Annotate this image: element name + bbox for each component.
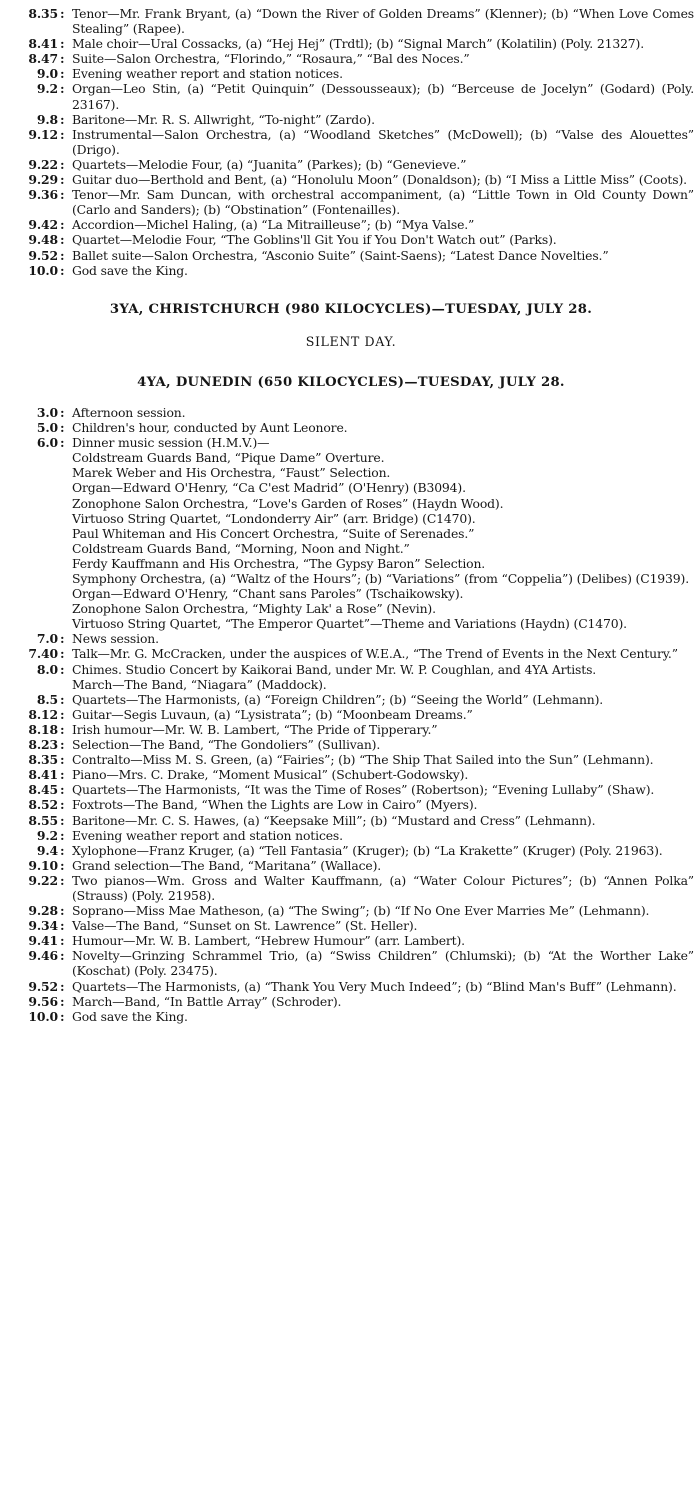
entry-description: Humour—Mr. W. B. Lambert, “Hebrew Humour” (arr. Lambert). [72, 933, 465, 949]
time-separator: : [60, 111, 65, 127]
entry-description: Quartet—Melodie Four, “The Goblins'll Git You if You Don't Watch out” (Parks). [72, 232, 557, 248]
time-separator: : [60, 827, 65, 843]
programme-entry [6, 157, 696, 172]
programme-entry [6, 435, 696, 450]
entry-time-col [6, 51, 72, 66]
entry-description: Afternoon session. [72, 404, 186, 420]
programme-sub-item: Zonophone Salon Orchestra, “Love's Garden of Roses” (Haydn Wood). [72, 495, 504, 511]
entry-description: God save the King. [72, 262, 188, 278]
time-separator: : [60, 903, 65, 919]
entry-time-col [6, 858, 72, 873]
time-separator: : [60, 6, 65, 21]
entry-time: 9.8 [36, 111, 58, 127]
entry-description: Suite—Salon Orchestra, “Florindo,” “Rosaura,” “Bal des Noces.” [72, 51, 470, 67]
entry-time-col [6, 127, 72, 142]
programme-sub-item: Organ—Edward O'Henry, “Chant sans Paroles” (Tschaikowsky). [72, 586, 464, 602]
entry-time: 8.23 [28, 737, 58, 753]
entry-time: 8.45 [28, 782, 58, 798]
time-separator: : [60, 156, 65, 172]
entry-time: 9.42 [28, 217, 58, 233]
entry-time: 8.5 [36, 691, 58, 707]
entry-description: Novelty—Grinzing Schrammel Trio, (a) “Swiss Children” (Chlumski); (b) “At the Worther Lake” (Koschat) (Poly. 23475). [72, 948, 694, 979]
entry-time-col [6, 979, 72, 994]
programme-entry [6, 631, 696, 646]
time-separator: : [60, 262, 65, 278]
silent-day-note: SILENT DAY. [305, 333, 397, 349]
time-separator: : [60, 404, 65, 420]
entry-description: Grand selection—The Band, “Maritana” (Wallace). [72, 857, 382, 873]
entry-time: 8.55 [28, 812, 58, 828]
entry-time-col [6, 843, 72, 858]
time-separator: : [60, 872, 65, 888]
entry-time-col [6, 172, 72, 187]
entry-time: 6.0 [36, 435, 58, 451]
time-separator: : [60, 247, 65, 263]
entry-description: Piano—Mrs. C. Drake, “Moment Musical” (Schubert-Godowsky). [72, 767, 469, 783]
programme-entry [6, 81, 696, 111]
entry-description: Xylophone—Franz Kruger, (a) “Tell Fantasia” (Kruger); (b) “La Krakette” (Kruger) (Poly. 21963). [72, 842, 663, 858]
entry-time-col [6, 187, 72, 202]
entry-time-col [6, 232, 72, 247]
entry-description: Organ—Leo Stin, (a) “Petit Quinquin” (Dessousseaux); (b) “Berceuse de Jocelyn” (Godard) (Poly. 23167). [72, 81, 694, 112]
time-separator: : [60, 752, 65, 768]
entry-time-col [6, 933, 72, 948]
entry-time: 9.2 [36, 827, 58, 843]
time-separator: : [60, 721, 65, 737]
entry-description: God save the King. [72, 1008, 188, 1024]
programme-entry [6, 51, 696, 66]
entry-time-col [6, 918, 72, 933]
entry-description: Children's hour, conducted by Aunt Leonore. [72, 420, 348, 436]
entry-time: 3.0 [36, 404, 58, 420]
entry-time-col [6, 707, 72, 722]
entry-time-col [6, 405, 72, 420]
programme-entry [6, 112, 696, 127]
entry-time-col [6, 828, 72, 843]
programme-entry [6, 933, 696, 948]
programme-sub-item: Virtuoso String Quartet, “Londonderry Air” (arr. Bridge) (C1470). [72, 510, 476, 526]
programme-entry [6, 707, 696, 722]
time-separator: : [60, 691, 65, 707]
entry-description: Contralto—Miss M. S. Green, (a) “Fairies”; (b) “The Ship That Sailed into the Sun” (Lehmann). [72, 752, 654, 768]
entry-time-col [6, 66, 72, 81]
programme-entry [6, 918, 696, 933]
entry-description: Evening weather report and station notices. [72, 827, 343, 843]
programme-entry [6, 722, 696, 737]
programme-entry [6, 405, 696, 420]
entry-time-col [6, 248, 72, 263]
entry-time: 8.52 [28, 797, 58, 813]
programme-entry [6, 232, 696, 247]
entry-time-col [6, 767, 72, 782]
time-separator: : [60, 706, 65, 722]
entry-time-col [6, 646, 72, 661]
entry-description: News session. [72, 631, 159, 647]
entry-time-col [6, 81, 72, 96]
programme-sub-item: Ferdy Kauffmann and His Orchestra, “The Gypsy Baron” Selection. [72, 555, 486, 571]
time-separator: : [60, 66, 65, 82]
entry-time-col [6, 737, 72, 752]
station-2ya-programme [6, 6, 696, 278]
entry-time: 9.28 [28, 903, 58, 919]
entry-time-col [6, 903, 72, 918]
entry-time: 9.29 [28, 172, 58, 188]
entry-description: Ballet suite—Salon Orchestra, “Asconio Suite” (Saint-Saens); “Latest Dance Novelties.” [72, 247, 609, 263]
programme-sub-item: Paul Whiteman and His Concert Orchestra, “Suite of Serenades.” [72, 525, 475, 541]
entry-time: 8.41 [28, 36, 58, 52]
time-separator: : [60, 435, 65, 451]
programme-entry [6, 187, 696, 217]
programme-entry [6, 420, 696, 435]
programme-sub-item: March—The Band, “Niagara” (Maddock). [72, 676, 327, 692]
entry-time-col [6, 112, 72, 127]
entry-time-col [6, 752, 72, 767]
time-separator: : [60, 797, 65, 813]
entry-time: 7.0 [36, 631, 58, 647]
programme-entry [6, 6, 696, 36]
entry-time: 8.35 [28, 6, 58, 21]
entry-time-col [6, 157, 72, 172]
time-separator: : [60, 993, 65, 1009]
entry-time: 8.47 [28, 51, 58, 67]
programme-entry [6, 36, 696, 51]
entry-time-col [6, 948, 72, 963]
time-separator: : [60, 948, 65, 964]
entry-time-col [6, 662, 72, 677]
entry-time-col [6, 631, 72, 646]
programme-entry [6, 662, 696, 677]
entry-time: 9.52 [28, 247, 58, 263]
programme-entry [6, 858, 696, 873]
entry-time-col [6, 6, 72, 21]
entry-description: Quartets—The Harmonists, “It was the Time of Roses” (Robertson); “Evening Lullaby” (Shaw). [72, 782, 655, 798]
programme-entry [6, 767, 696, 782]
programme-sub-item: Symphony Orchestra, (a) “Waltz of the Hours”; (b) “Variations” (from “Coppelia”) (Delibes) (C1939). [72, 571, 689, 586]
entry-time-col [6, 36, 72, 51]
entry-time-col [6, 873, 72, 888]
time-separator: : [60, 857, 65, 873]
entry-time-col [6, 263, 72, 278]
entry-description: Two pianos—Wm. Gross and Walter Kauffmann, (a) “Water Colour Pictures”; (b) “Annen Polka” (Strauss) (Poly. 21958). [72, 872, 694, 903]
entry-time: 10.0 [28, 1008, 58, 1024]
programme-entry [6, 752, 696, 767]
programme-entry [6, 66, 696, 81]
entry-time-col [6, 217, 72, 232]
entry-time: 9.4 [36, 842, 58, 858]
entry-description: Valse—The Band, “Sunset on St. Lawrence” (St. Heller). [72, 918, 418, 934]
entry-time: 8.35 [28, 752, 58, 768]
time-separator: : [60, 217, 65, 233]
entry-time: 8.0 [36, 661, 58, 677]
entry-time: 8.12 [28, 706, 58, 722]
entry-time: 9.46 [28, 948, 58, 964]
entry-description: Quartets—Melodie Four, (a) “Juanita” (Parkes); (b) “Genevieve.” [72, 156, 467, 172]
entry-description: Guitar duo—Berthold and Bent, (a) “Honolulu Moon” (Donaldson); (b) “I Miss a Little Miss” (Coots). [72, 172, 687, 188]
entry-time: 9.22 [28, 872, 58, 888]
programme-entry [6, 873, 696, 903]
entry-time: 10.0 [28, 262, 58, 278]
entry-time: 9.56 [28, 993, 58, 1009]
entry-description: Tenor—Mr. Sam Duncan, with orchestral accompaniment, (a) “Little Town in Old County Down” (Carlo and Sanders); (b) “Obstination” (Fontenailles). [72, 187, 694, 218]
entry-time: 9.36 [28, 187, 58, 203]
time-separator: : [60, 1008, 65, 1024]
programme-entry [6, 692, 696, 707]
time-separator: : [60, 842, 65, 858]
time-separator: : [60, 172, 65, 188]
entry-time-col [6, 722, 72, 737]
entry-time-col [6, 435, 72, 450]
programme-entry [6, 948, 696, 978]
entry-time: 9.34 [28, 918, 58, 934]
entry-time: 9.41 [28, 933, 58, 949]
time-separator: : [60, 36, 65, 52]
entry-description: Quartets—The Harmonists, (a) “Thank You Very Much Indeed”; (b) “Blind Man's Buff” (Lehmann). [72, 978, 677, 994]
time-separator: : [60, 232, 65, 248]
entry-time: 7.40 [28, 646, 58, 662]
programme-entry [6, 127, 696, 157]
time-separator: : [60, 767, 65, 783]
entry-description: Foxtrots—The Band, “When the Lights are Low in Cairo” (Myers). [72, 797, 478, 813]
programme-entry [6, 1009, 696, 1024]
entry-time: 9.10 [28, 857, 58, 873]
programme-entry [6, 994, 696, 1009]
programme-entry [6, 737, 696, 752]
entry-description: Accordion—Michel Haling, (a) “La Mitrailleuse”; (b) “Mya Valse.” [72, 217, 475, 233]
programme-entry [6, 248, 696, 263]
entry-description: Soprano—Miss Mae Matheson, (a) “The Swing”; (b) “If No One Ever Marries Me” (Lehmann). [72, 903, 650, 919]
programme-entry [6, 843, 696, 858]
programme-sub-item: Virtuoso String Quartet, “The Emperor Quartet”—Theme and Variations (Haydn) (C1470). [72, 616, 627, 632]
time-separator: : [60, 737, 65, 753]
entry-time-col [6, 994, 72, 1009]
entry-time: 9.2 [36, 81, 58, 97]
entry-time: 9.48 [28, 232, 58, 248]
entry-time-col [6, 782, 72, 797]
entry-time: 5.0 [36, 420, 58, 436]
entry-time-col [6, 813, 72, 828]
programme-sub-item: Coldstream Guards Band, “Morning, Noon and Night.” [72, 540, 410, 556]
time-separator: : [60, 51, 65, 67]
programme-entry [6, 172, 696, 187]
entry-time-col [6, 1009, 72, 1024]
station-4ya-heading: 4YA, DUNEDIN (650 KILOCYCLES)—TUESDAY, JULY 28. [137, 374, 565, 390]
programme-entry [6, 782, 696, 797]
entry-description: Selection—The Band, “The Gondoliers” (Sullivan). [72, 737, 381, 753]
programme-entry [6, 903, 696, 918]
entry-time: 9.22 [28, 156, 58, 172]
programme-entry [6, 217, 696, 232]
entry-description: Tenor—Mr. Frank Bryant, (a) “Down the River of Golden Dreams” (Klenner); (b) “When Love Comes Stealing” (Rapee). [72, 6, 694, 37]
time-separator: : [60, 646, 65, 662]
entry-description: Baritone—Mr. C. S. Hawes, (a) “Keepsake Mill”; (b) “Mustard and Cress” (Lehmann). [72, 812, 596, 828]
time-separator: : [60, 918, 65, 934]
entry-time: 9.0 [36, 66, 58, 82]
entry-time: 8.18 [28, 721, 58, 737]
programme-entry [6, 797, 696, 812]
entry-description: Evening weather report and station notices. [72, 66, 343, 82]
programme-entry [6, 646, 696, 661]
entry-time-col [6, 420, 72, 435]
time-separator: : [60, 933, 65, 949]
time-separator: : [60, 661, 65, 677]
entry-time: 9.52 [28, 978, 58, 994]
time-separator: : [60, 812, 65, 828]
entry-description: Talk—Mr. G. McCracken, under the auspices of W.E.A., “The Trend of Events in the Next Century.” [72, 646, 678, 662]
time-separator: : [60, 631, 65, 647]
programme-sub-item: Coldstream Guards Band, “Pique Dame” Overture. [72, 450, 385, 466]
entry-description: Quartets—The Harmonists, (a) “Foreign Children”; (b) “Seeing the World” (Lehmann). [72, 691, 604, 707]
entry-description: Irish humour—Mr. W. B. Lambert, “The Pride of Tipperary.” [72, 721, 438, 737]
entry-time-col [6, 797, 72, 812]
time-separator: : [60, 420, 65, 436]
entry-time-col [6, 692, 72, 707]
time-separator: : [60, 978, 65, 994]
programme-entry [6, 263, 696, 278]
programme-entry [6, 828, 696, 843]
programme-entry [6, 813, 696, 828]
time-separator: : [60, 81, 65, 97]
entry-time: 9.12 [28, 126, 58, 142]
time-separator: : [60, 187, 65, 203]
time-separator: : [60, 782, 65, 798]
station-4ya-programme [6, 405, 696, 1024]
entry-description: Instrumental—Salon Orchestra, (a) “Woodland Sketches” (McDowell); (b) “Valse des Alouettes” (Drigo). [72, 126, 694, 157]
entry-description: Guitar—Segis Luvaun, (a) “Lysistrata”; (b) “Moonbeam Dreams.” [72, 706, 473, 722]
entry-description: Chimes. Studio Concert by Kaikorai Band, under Mr. W. P. Coughlan, and 4YA Artists. [72, 661, 597, 677]
programme-entry [6, 979, 696, 994]
station-3ya-heading: 3YA, CHRISTCHURCH (980 KILOCYCLES)—TUESDAY, JULY 28. [109, 301, 593, 317]
programme-sub-item: Marek Weber and His Orchestra, “Faust” Selection. [72, 465, 391, 481]
entry-time: 8.41 [28, 767, 58, 783]
entry-description: Dinner music session (H.M.V.)— [72, 435, 270, 451]
entry-description: March—Band, “In Battle Array” (Schroder). [72, 993, 342, 1009]
time-separator: : [60, 126, 65, 142]
programme-sub-item: Zonophone Salon Orchestra, “Mighty Lak' a Rose” (Nevin). [72, 601, 436, 617]
entry-description: Baritone—Mr. R. S. Allwright, “To-night” (Zardo). [72, 111, 375, 127]
entry-description: Male choir—Ural Cossacks, (a) “Hej Hej” (Trdtl); (b) “Signal March” (Kolatilin) (Poly. 21327). [72, 36, 645, 52]
programme-sub-item: Organ—Edward O'Henry, “Ca C'est Madrid” (O'Henry) (B3094). [72, 480, 466, 496]
